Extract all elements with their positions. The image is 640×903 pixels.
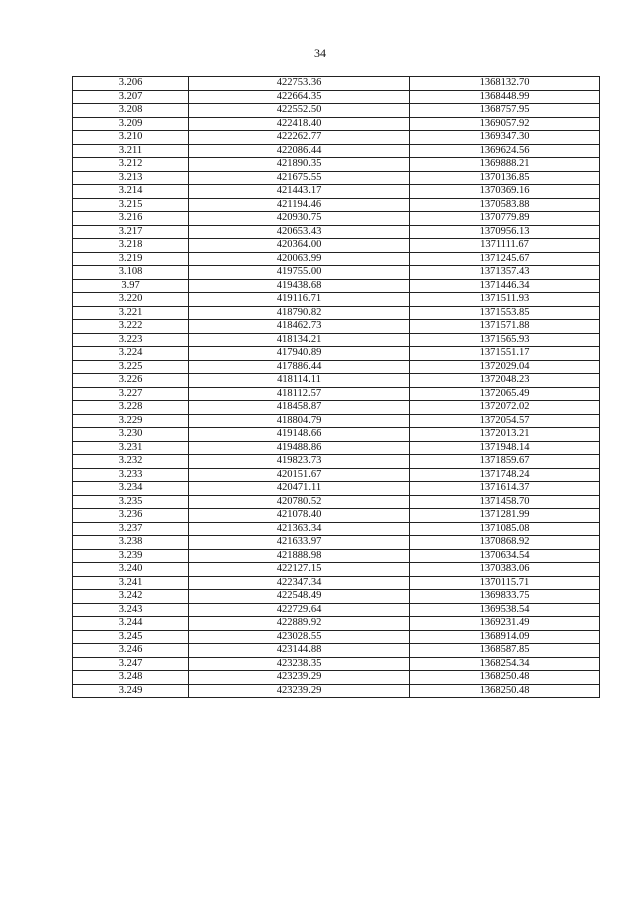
table-row xyxy=(73,401,600,415)
point-id-cell: 3.226 xyxy=(73,374,189,388)
x-coordinate-cell: 419438.68 xyxy=(189,279,410,293)
point-id-cell: 3.211 xyxy=(73,144,189,158)
table-row xyxy=(73,522,600,536)
y-coordinate-cell: 1372029.04 xyxy=(410,360,600,374)
x-coordinate-cell: 421194.46 xyxy=(189,198,410,212)
point-id-cell: 3.236 xyxy=(73,509,189,523)
y-coordinate-cell: 1370868.92 xyxy=(410,536,600,550)
table-row xyxy=(73,131,600,145)
y-coordinate-cell: 1368587.85 xyxy=(410,644,600,658)
point-id-cell: 3.209 xyxy=(73,117,189,131)
x-coordinate-cell: 423144.88 xyxy=(189,644,410,658)
x-coordinate-cell: 422729.64 xyxy=(189,603,410,617)
table-row xyxy=(73,320,600,334)
x-coordinate-cell: 420653.43 xyxy=(189,225,410,239)
point-id-cell: 3.97 xyxy=(73,279,189,293)
y-coordinate-cell: 1371111.67 xyxy=(410,239,600,253)
x-coordinate-cell: 420364.00 xyxy=(189,239,410,253)
table-row xyxy=(73,603,600,617)
point-id-cell: 3.230 xyxy=(73,428,189,442)
point-id-cell: 3.207 xyxy=(73,90,189,104)
point-id-cell: 3.212 xyxy=(73,158,189,172)
table-row xyxy=(73,509,600,523)
table-row xyxy=(73,144,600,158)
point-id-cell: 3.213 xyxy=(73,171,189,185)
y-coordinate-cell: 1371571.88 xyxy=(410,320,600,334)
table-row xyxy=(73,360,600,374)
table-row xyxy=(73,225,600,239)
point-id-cell: 3.216 xyxy=(73,212,189,226)
table-row xyxy=(73,77,600,91)
table-row xyxy=(73,239,600,253)
point-id-cell: 3.217 xyxy=(73,225,189,239)
point-id-cell: 3.229 xyxy=(73,414,189,428)
point-id-cell: 3.248 xyxy=(73,671,189,685)
x-coordinate-cell: 418458.87 xyxy=(189,401,410,415)
y-coordinate-cell: 1370583.88 xyxy=(410,198,600,212)
x-coordinate-cell: 420063.99 xyxy=(189,252,410,266)
y-coordinate-cell: 1371859.67 xyxy=(410,455,600,469)
table-row xyxy=(73,576,600,590)
point-id-cell: 3.219 xyxy=(73,252,189,266)
y-coordinate-cell: 1372048.23 xyxy=(410,374,600,388)
point-id-cell: 3.240 xyxy=(73,563,189,577)
y-coordinate-cell: 1371458.70 xyxy=(410,495,600,509)
table-row xyxy=(73,549,600,563)
x-coordinate-cell: 423239.29 xyxy=(189,684,410,698)
table-row xyxy=(73,495,600,509)
point-id-cell: 3.222 xyxy=(73,320,189,334)
y-coordinate-cell: 1369833.75 xyxy=(410,590,600,604)
y-coordinate-cell: 1370136.85 xyxy=(410,171,600,185)
x-coordinate-cell: 422548.49 xyxy=(189,590,410,604)
point-id-cell: 3.245 xyxy=(73,630,189,644)
x-coordinate-cell: 422889.92 xyxy=(189,617,410,631)
x-coordinate-cell: 419823.73 xyxy=(189,455,410,469)
y-coordinate-cell: 1371511.93 xyxy=(410,293,600,307)
table-row xyxy=(73,536,600,550)
x-coordinate-cell: 419116.71 xyxy=(189,293,410,307)
y-coordinate-cell: 1371245.67 xyxy=(410,252,600,266)
y-coordinate-cell: 1372065.49 xyxy=(410,387,600,401)
table-row xyxy=(73,306,600,320)
point-id-cell: 3.220 xyxy=(73,293,189,307)
table-row xyxy=(73,212,600,226)
y-coordinate-cell: 1370383.06 xyxy=(410,563,600,577)
coordinates-table xyxy=(72,76,600,698)
table-row xyxy=(73,185,600,199)
table-row xyxy=(73,684,600,698)
point-id-cell: 3.227 xyxy=(73,387,189,401)
x-coordinate-cell: 423239.29 xyxy=(189,671,410,685)
point-id-cell: 3.247 xyxy=(73,657,189,671)
y-coordinate-cell: 1370779.89 xyxy=(410,212,600,226)
x-coordinate-cell: 422262.77 xyxy=(189,131,410,145)
table-row xyxy=(73,387,600,401)
point-id-cell: 3.244 xyxy=(73,617,189,631)
y-coordinate-cell: 1369347.30 xyxy=(410,131,600,145)
y-coordinate-cell: 1372054.57 xyxy=(410,414,600,428)
point-id-cell: 3.239 xyxy=(73,549,189,563)
point-id-cell: 3.241 xyxy=(73,576,189,590)
x-coordinate-cell: 417886.44 xyxy=(189,360,410,374)
point-id-cell: 3.237 xyxy=(73,522,189,536)
x-coordinate-cell: 420471.11 xyxy=(189,482,410,496)
point-id-cell: 3.214 xyxy=(73,185,189,199)
x-coordinate-cell: 419148.66 xyxy=(189,428,410,442)
x-coordinate-cell: 420151.67 xyxy=(189,468,410,482)
y-coordinate-cell: 1369538.54 xyxy=(410,603,600,617)
x-coordinate-cell: 422664.35 xyxy=(189,90,410,104)
point-id-cell: 3.224 xyxy=(73,347,189,361)
x-coordinate-cell: 418790.82 xyxy=(189,306,410,320)
y-coordinate-cell: 1370369.16 xyxy=(410,185,600,199)
table-row xyxy=(73,563,600,577)
point-id-cell: 3.221 xyxy=(73,306,189,320)
point-id-cell: 3.108 xyxy=(73,266,189,280)
y-coordinate-cell: 1371446.34 xyxy=(410,279,600,293)
y-coordinate-cell: 1371748.24 xyxy=(410,468,600,482)
table-row xyxy=(73,671,600,685)
y-coordinate-cell: 1371551.17 xyxy=(410,347,600,361)
table-row xyxy=(73,266,600,280)
table-row xyxy=(73,252,600,266)
point-id-cell: 3.208 xyxy=(73,104,189,118)
table-row xyxy=(73,333,600,347)
y-coordinate-cell: 1368254.34 xyxy=(410,657,600,671)
x-coordinate-cell: 422753.36 xyxy=(189,77,410,91)
x-coordinate-cell: 423028.55 xyxy=(189,630,410,644)
table-row xyxy=(73,428,600,442)
point-id-cell: 3.235 xyxy=(73,495,189,509)
y-coordinate-cell: 1371948.14 xyxy=(410,441,600,455)
point-id-cell: 3.215 xyxy=(73,198,189,212)
x-coordinate-cell: 421078.40 xyxy=(189,509,410,523)
point-id-cell: 3.242 xyxy=(73,590,189,604)
y-coordinate-cell: 1369888.21 xyxy=(410,158,600,172)
x-coordinate-cell: 422418.40 xyxy=(189,117,410,131)
table-row xyxy=(73,158,600,172)
x-coordinate-cell: 419755.00 xyxy=(189,266,410,280)
y-coordinate-cell: 1368250.48 xyxy=(410,671,600,685)
x-coordinate-cell: 421675.55 xyxy=(189,171,410,185)
y-coordinate-cell: 1371553.85 xyxy=(410,306,600,320)
table-row xyxy=(73,104,600,118)
page-number: 34 xyxy=(314,46,326,60)
table-row xyxy=(73,347,600,361)
x-coordinate-cell: 421363.34 xyxy=(189,522,410,536)
y-coordinate-cell: 1371357.43 xyxy=(410,266,600,280)
point-id-cell: 3.223 xyxy=(73,333,189,347)
x-coordinate-cell: 419488.86 xyxy=(189,441,410,455)
point-id-cell: 3.225 xyxy=(73,360,189,374)
table-row xyxy=(73,117,600,131)
table-row xyxy=(73,90,600,104)
table-row xyxy=(73,198,600,212)
x-coordinate-cell: 422127.15 xyxy=(189,563,410,577)
y-coordinate-cell: 1368757.95 xyxy=(410,104,600,118)
x-coordinate-cell: 418114.11 xyxy=(189,374,410,388)
table-row xyxy=(73,279,600,293)
x-coordinate-cell: 421890.35 xyxy=(189,158,410,172)
x-coordinate-cell: 417940.89 xyxy=(189,347,410,361)
y-coordinate-cell: 1368132.70 xyxy=(410,77,600,91)
point-id-cell: 3.249 xyxy=(73,684,189,698)
x-coordinate-cell: 422552.50 xyxy=(189,104,410,118)
y-coordinate-cell: 1369624.56 xyxy=(410,144,600,158)
point-id-cell: 3.232 xyxy=(73,455,189,469)
y-coordinate-cell: 1371565.93 xyxy=(410,333,600,347)
y-coordinate-cell: 1370115.71 xyxy=(410,576,600,590)
y-coordinate-cell: 1370634.54 xyxy=(410,549,600,563)
y-coordinate-cell: 1372072.02 xyxy=(410,401,600,415)
table-row xyxy=(73,455,600,469)
table-row xyxy=(73,468,600,482)
table-row xyxy=(73,414,600,428)
x-coordinate-cell: 423238.35 xyxy=(189,657,410,671)
x-coordinate-cell: 420930.75 xyxy=(189,212,410,226)
x-coordinate-cell: 418134.21 xyxy=(189,333,410,347)
x-coordinate-cell: 418462.73 xyxy=(189,320,410,334)
table-row xyxy=(73,657,600,671)
x-coordinate-cell: 421633.97 xyxy=(189,536,410,550)
x-coordinate-cell: 421888.98 xyxy=(189,549,410,563)
y-coordinate-cell: 1372013.21 xyxy=(410,428,600,442)
point-id-cell: 3.234 xyxy=(73,482,189,496)
point-id-cell: 3.210 xyxy=(73,131,189,145)
point-id-cell: 3.238 xyxy=(73,536,189,550)
point-id-cell: 3.228 xyxy=(73,401,189,415)
table-row xyxy=(73,482,600,496)
table-row xyxy=(73,590,600,604)
x-coordinate-cell: 422347.34 xyxy=(189,576,410,590)
point-id-cell: 3.246 xyxy=(73,644,189,658)
table-row xyxy=(73,374,600,388)
y-coordinate-cell: 1371281.99 xyxy=(410,509,600,523)
y-coordinate-cell: 1369057.92 xyxy=(410,117,600,131)
x-coordinate-cell: 418804.79 xyxy=(189,414,410,428)
y-coordinate-cell: 1368448.99 xyxy=(410,90,600,104)
y-coordinate-cell: 1371614.37 xyxy=(410,482,600,496)
table-row xyxy=(73,644,600,658)
y-coordinate-cell: 1368250.48 xyxy=(410,684,600,698)
y-coordinate-cell: 1370956.13 xyxy=(410,225,600,239)
coordinates-table-body xyxy=(73,77,600,698)
table-row xyxy=(73,293,600,307)
y-coordinate-cell: 1371085.08 xyxy=(410,522,600,536)
x-coordinate-cell: 420780.52 xyxy=(189,495,410,509)
point-id-cell: 3.243 xyxy=(73,603,189,617)
table-row xyxy=(73,617,600,631)
table-row xyxy=(73,441,600,455)
point-id-cell: 3.218 xyxy=(73,239,189,253)
point-id-cell: 3.206 xyxy=(73,77,189,91)
table-row xyxy=(73,171,600,185)
x-coordinate-cell: 422086.44 xyxy=(189,144,410,158)
point-id-cell: 3.231 xyxy=(73,441,189,455)
y-coordinate-cell: 1369231.49 xyxy=(410,617,600,631)
x-coordinate-cell: 421443.17 xyxy=(189,185,410,199)
table-row xyxy=(73,630,600,644)
x-coordinate-cell: 418112.57 xyxy=(189,387,410,401)
point-id-cell: 3.233 xyxy=(73,468,189,482)
y-coordinate-cell: 1368914.09 xyxy=(410,630,600,644)
